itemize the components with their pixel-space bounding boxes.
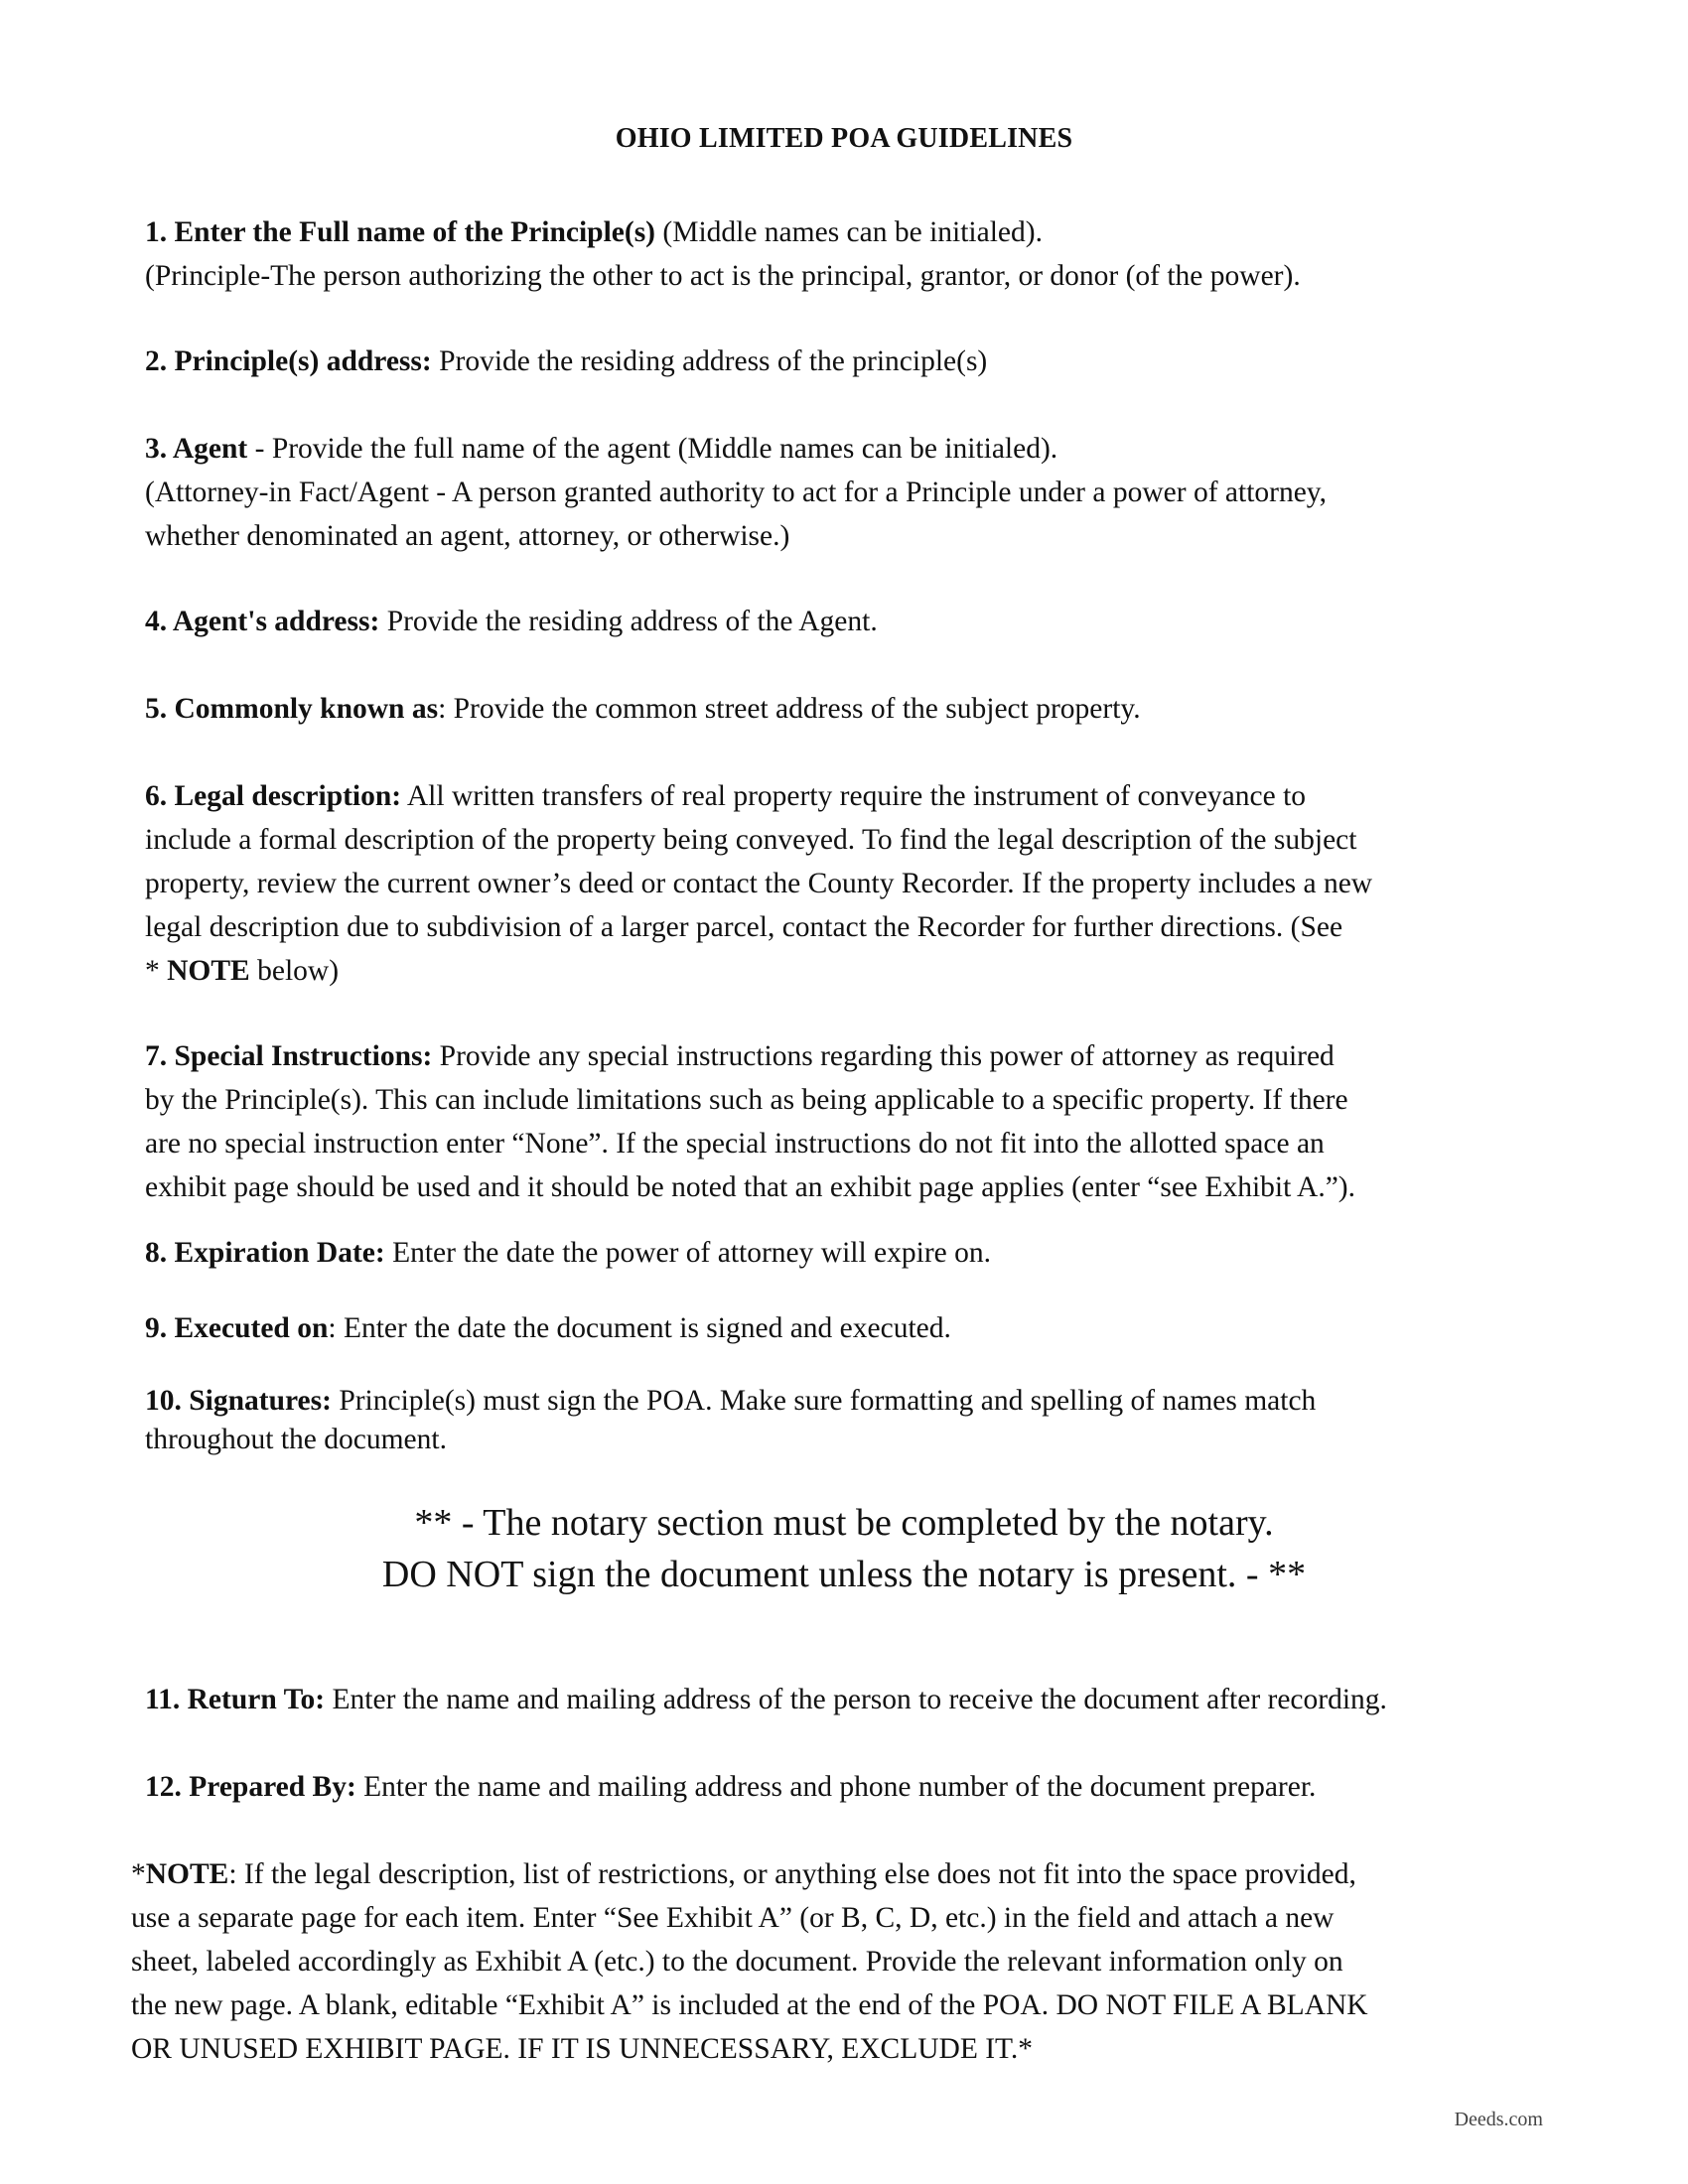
item-4-text: Provide the residing address of the Agent. bbox=[379, 606, 878, 637]
guideline-item-8 bbox=[145, 1231, 1555, 1275]
item-5-heading: 5. Commonly known as bbox=[145, 693, 439, 725]
guideline-item-5 bbox=[145, 687, 1555, 731]
item-6-line-5-text: below) bbox=[249, 955, 340, 987]
guideline-item-12 bbox=[145, 1765, 1555, 1809]
item-3-heading: 3. Agent bbox=[145, 433, 248, 465]
item-3-text: - Provide the full name of the agent (Middle names can be initialed). bbox=[247, 433, 1058, 465]
guideline-item-1 bbox=[145, 210, 1555, 298]
item-7-line-2: by the Principle(s). This can include limitations such as being applicable to a specific property. If there bbox=[145, 1084, 1348, 1116]
item-10-heading: 10. Signatures: bbox=[145, 1385, 332, 1417]
item-7-text: Provide any special instructions regarding this power of attorney as required bbox=[432, 1040, 1335, 1072]
notary-warning bbox=[0, 1497, 1688, 1600]
guideline-item-4 bbox=[145, 600, 1555, 643]
page-title: OHIO LIMITED POA GUIDELINES bbox=[615, 123, 1073, 154]
item-1-text: (Middle names can be initialed). bbox=[655, 216, 1043, 248]
note-heading: NOTE bbox=[145, 1858, 229, 1890]
guideline-item-2 bbox=[145, 340, 1555, 383]
item-9-heading: 9. Executed on bbox=[145, 1312, 329, 1344]
item-12-heading: 12. Prepared By: bbox=[145, 1771, 356, 1803]
note-asterisk: * bbox=[131, 1858, 146, 1890]
item-11-text: Enter the name and mailing address of the person to receive the document after recording. bbox=[325, 1684, 1387, 1715]
item-8-heading: 8. Expiration Date: bbox=[145, 1237, 385, 1269]
note-paragraph bbox=[131, 1852, 1561, 2071]
item-1-line-2: (Principle-The person authorizing the other to act is the principal, grantor, or donor (of the power). bbox=[145, 260, 1301, 292]
item-2-text: Provide the residing address of the principle(s) bbox=[431, 345, 988, 377]
notary-warning-line-2: DO NOT sign the document unless the notary is present. - ** bbox=[381, 1554, 1307, 1595]
item-9-text: : Enter the date the document is signed and executed. bbox=[328, 1312, 951, 1344]
notary-warning-line-1: ** - The notary section must be completed by the notary. bbox=[414, 1502, 1274, 1544]
item-6-line-3: property, review the current owner’s deed or contact the County Recorder. If the property includes a new bbox=[145, 868, 1373, 899]
item-6-line-2: include a formal description of the property being conveyed. To find the legal description of the subject bbox=[145, 824, 1357, 856]
item-11-heading: 11. Return To: bbox=[145, 1684, 326, 1715]
guideline-item-9 bbox=[145, 1306, 1555, 1350]
note-line-2: use a separate page for each item. Enter “See Exhibit A” (or B, C, D, etc.) in the field and attach a new bbox=[131, 1902, 1335, 1934]
guideline-item-7 bbox=[145, 1034, 1555, 1209]
item-7-line-3: are no special instruction enter “None”. If the special instructions do not fit into the allotted space an bbox=[145, 1128, 1325, 1160]
item-6-line-4: legal description due to subdivision of a larger parcel, contact the Recorder for further directions. (See bbox=[145, 911, 1343, 943]
note-text: : If the legal description, list of restrictions, or anything else does not fit into the space provided, bbox=[228, 1858, 1356, 1890]
item-12-text: Enter the name and mailing address and phone number of the document preparer. bbox=[355, 1771, 1317, 1803]
item-2-heading: 2. Principle(s) address: bbox=[145, 345, 432, 377]
item-7-heading: 7. Special Instructions: bbox=[145, 1040, 433, 1072]
guideline-item-10 bbox=[145, 1382, 1555, 1459]
item-6-asterisk: * bbox=[145, 955, 168, 987]
item-3-line-2: (Attorney-in Fact/Agent - A person granted authority to act for a Principle under a power of attorney, bbox=[145, 477, 1328, 508]
guideline-item-3 bbox=[145, 427, 1555, 558]
item-1-heading: 1. Enter the Full name of the Principle(s) bbox=[145, 216, 656, 248]
item-6-heading: 6. Legal description: bbox=[145, 780, 402, 812]
note-line-3: sheet, labeled accordingly as Exhibit A (etc.) to the document. Provide the relevant information only on bbox=[131, 1946, 1343, 1978]
footer-brand: Deeds.com bbox=[1454, 2109, 1543, 2130]
item-6-text: All written transfers of real property require the instrument of conveyance to bbox=[401, 780, 1307, 812]
item-7-line-4: exhibit page should be used and it should be noted that an exhibit page applies (enter “see Exhibit A.”). bbox=[145, 1171, 1356, 1203]
item-10-line-2: throughout the document. bbox=[145, 1424, 447, 1455]
note-line-4: the new page. A blank, editable “Exhibit A” is included at the end of the POA. DO NOT FILE A BLANK bbox=[131, 1989, 1368, 2021]
item-8-text: Enter the date the power of attorney will expire on. bbox=[384, 1237, 991, 1269]
note-line-5: OR UNUSED EXHIBIT PAGE. IF IT IS UNNECESSARY, EXCLUDE IT.* bbox=[131, 2033, 1034, 2065]
item-6-note-ref: NOTE bbox=[167, 955, 250, 987]
item-3-line-3: whether denominated an agent, attorney, or otherwise.) bbox=[145, 520, 790, 552]
item-5-text: : Provide the common street address of the subject property. bbox=[438, 693, 1141, 725]
item-10-text: Principle(s) must sign the POA. Make sure formatting and spelling of names match bbox=[331, 1385, 1317, 1417]
guideline-item-6 bbox=[145, 774, 1555, 993]
item-4-heading: 4. Agent's address: bbox=[145, 606, 380, 637]
guideline-item-11 bbox=[145, 1678, 1555, 1721]
